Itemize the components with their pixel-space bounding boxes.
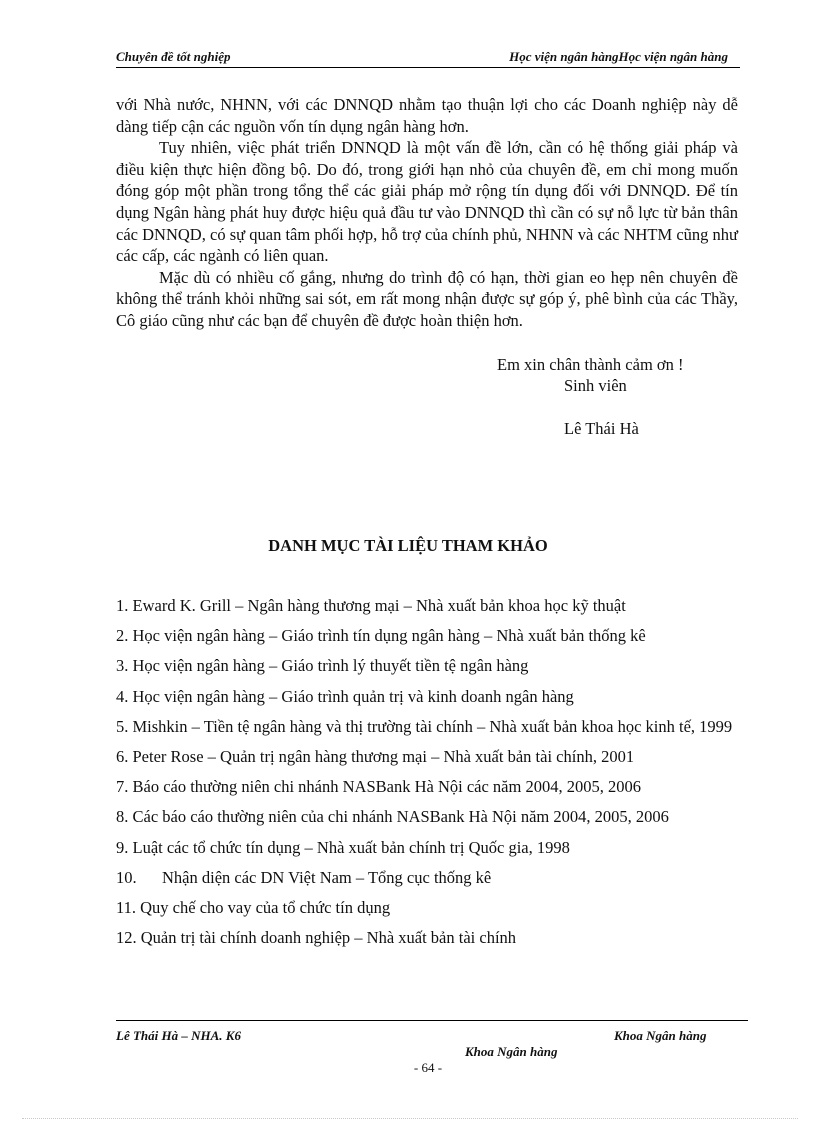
footer-rule bbox=[116, 1020, 748, 1021]
signature-role: Sinh viên bbox=[564, 376, 627, 395]
references-list bbox=[116, 591, 738, 953]
reference-item: 7. Báo cáo thường niên chi nhánh NASBank Hà Nội các năm 2004, 2005, 2006 bbox=[116, 777, 641, 797]
footer-department: Khoa Ngân hàng bbox=[614, 1028, 707, 1043]
reference-item: 10. Nhận diện các DN Việt Nam – Tổng cục thống kê bbox=[116, 867, 492, 887]
body-text bbox=[116, 94, 738, 332]
reference-item: 9. Luật các tổ chức tín dụng – Nhà xuất bản chính trị Quốc gia, 1998 bbox=[116, 837, 570, 857]
reference-item: 12. Quản trị tài chính doanh nghiệp – Nhà xuất bản tài chính bbox=[116, 928, 517, 948]
paragraph-2: Tuy nhiên, việc phát triển DNNQD là một vấn đề lớn, cần có hệ thống giải pháp và điều kiện thực hiện đồng bộ. Do đó, trong giới hạn nhỏ của chuyên đề, em chỉ mong muốn đóng góp một phần trong tổng thể các giải pháp mở rộng tín dụng đối với DNNQD. Để tín dụng Ngân hàng phát huy được hiệu quả đầu tư vào DNNQD thì cần có sự nỗ lực từ bản thân các DNNQD, có sự quan tâm phối hợp, hỗ trợ của chính phủ, NHNN và các NHTM cũng như các cấp, các ngành có liên quan. bbox=[116, 138, 738, 266]
paragraph-3: Mặc dù có nhiều cố gắng, nhưng do trình độ có hạn, thời gian eo hẹp nên chuyên đề không thể tránh khỏi những sai sót, em rất mong nhận được sự góp ý, phê bình của các Thầy, Cô giáo cũng như các bạn để chuyên đề được hoàn thiện hơn. bbox=[116, 267, 738, 330]
reference-item: 3. Học viện ngân hàng – Giáo trình lý thuyết tiền tệ ngân hàng bbox=[116, 656, 529, 676]
references-title: DANH MỤC TÀI LIỆU THAM KHẢO bbox=[268, 536, 548, 555]
reference-item: 1. Eward K. Grill – Ngân hàng thương mại – Nhà xuất bản khoa học kỹ thuật bbox=[116, 596, 626, 615]
signature-name: Lê Thái Hà bbox=[564, 419, 639, 438]
header-left: Chuyên đề tốt nghiệp bbox=[116, 49, 231, 64]
signature-thanks: Em xin chân thành cảm ơn ! bbox=[497, 355, 684, 374]
page-bottom-border bbox=[22, 1118, 798, 1119]
paragraph-1: với Nhà nước, NHNN, với các DNNQD nhằm tạo thuận lợi cho các Doanh nghiệp này dễ dàng tiếp cận các nguồn vốn tín dụng ngân hàng hơn. bbox=[116, 95, 738, 136]
reference-item: 2. Học viện ngân hàng – Giáo trình tín dụng ngân hàng – Nhà xuất bản thống kê bbox=[116, 626, 646, 646]
footer-author: Lê Thái Hà – NHA. K6 bbox=[116, 1028, 241, 1043]
header-right: Học viện ngân hàngHọc viện ngân hàng bbox=[509, 49, 728, 64]
reference-item: 8. Các báo cáo thường niên của chi nhánh NASBank Hà Nội năm 2004, 2005, 2006 bbox=[116, 807, 669, 827]
reference-item: 5. Mishkin – Tiền tệ ngân hàng và thị trường tài chính – Nhà xuất bản khoa học kinh tế, 1999 bbox=[116, 716, 733, 736]
footer-department-center: Khoa Ngân hàng bbox=[465, 1044, 558, 1059]
reference-item: 11. Quy chế cho vay của tổ chức tín dụng bbox=[116, 898, 391, 918]
reference-item: 6. Peter Rose – Quản trị ngân hàng thương mại – Nhà xuất bản tài chính, 2001 bbox=[116, 747, 635, 767]
page-header bbox=[116, 49, 740, 68]
reference-item: 4. Học viện ngân hàng – Giáo trình quản trị và kinh doanh ngân hàng bbox=[116, 686, 574, 706]
page-number: - 64 - bbox=[413, 1060, 443, 1075]
